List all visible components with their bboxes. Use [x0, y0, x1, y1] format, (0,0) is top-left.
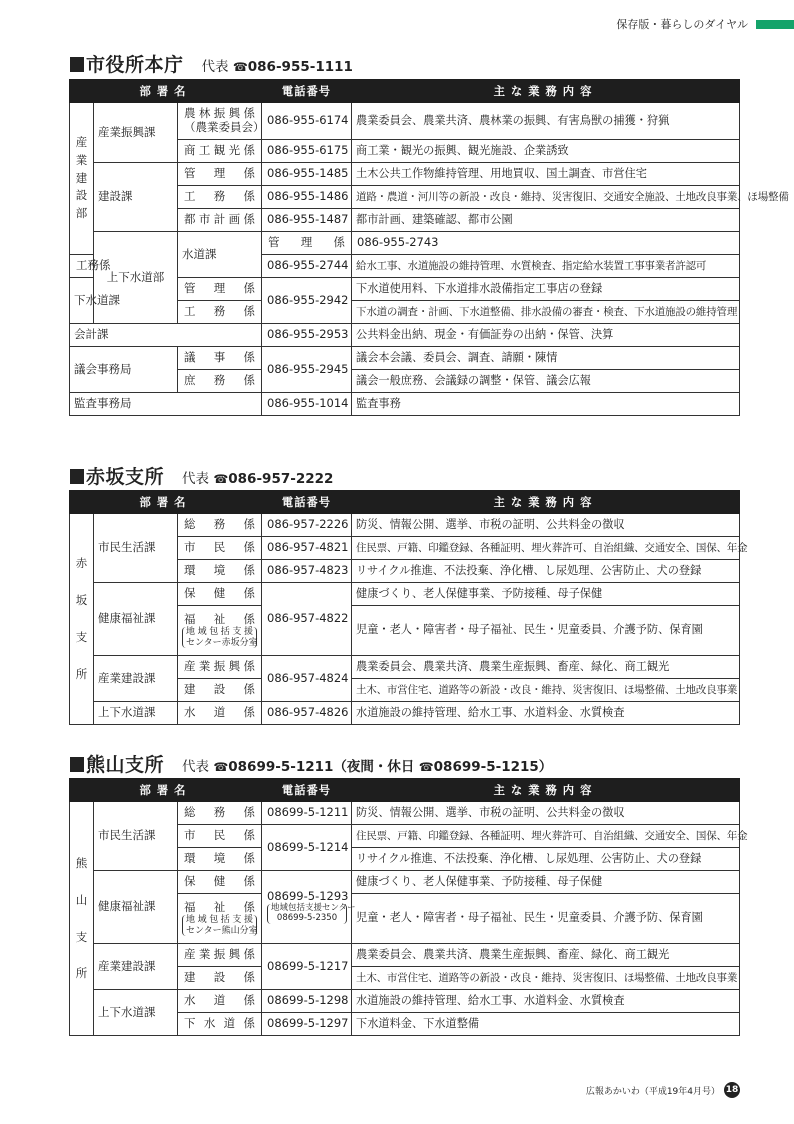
work-cell: 公共料金出納、現金・有価証券の出納・保管、決算	[352, 324, 740, 347]
section-cell: 市民係	[178, 537, 262, 560]
work-cell: 水道施設の維持管理、給水工事、水道料金、水質検査	[352, 990, 740, 1013]
tel-cell: 086-955-1487	[262, 209, 352, 232]
tel-cell: 086-955-2743	[352, 232, 740, 255]
work-cell: 農業委員会、農業共済、農業生産振興、畜産、緑化、商工観光	[352, 656, 740, 679]
work-cell: 住民票、戸籍、印鑑登録、各種証明、埋火葬許可、自治組織、交通安全、国保、年金	[352, 537, 740, 560]
tel-cell	[262, 871, 356, 944]
work-cell: 土木、市営住宅、道路等の新設・改良・維持、災害復旧、ほ場整備、土地改良事業	[352, 679, 740, 702]
work-cell: 防災、情報公開、選挙、市税の証明、公共料金の徴収	[352, 514, 740, 537]
representative-phone	[182, 467, 333, 487]
work-cell: 児童・老人・障害者・母子福祉、民生・児童委員、介護予防、保育園	[352, 606, 740, 656]
col-header-work: 主な業務内容	[352, 779, 740, 802]
rep-label: 代表	[182, 759, 210, 775]
work-cell: 下水道使用料、下水道排水設備指定工事店の登録	[352, 278, 740, 301]
phone-icon: ☎	[213, 760, 229, 774]
work-cell: 健康づくり、老人保健事業、予防接種、母子保健	[352, 871, 740, 894]
section-cell: 保健係	[178, 583, 262, 606]
note-line: センター熊山分室	[186, 925, 258, 936]
section-cell: 保健係	[178, 871, 262, 894]
tel-cell: 086-957-4823	[262, 560, 352, 583]
footer-text: 広報あかいわ（平成19年4月号）	[585, 1086, 720, 1097]
rep-extra: （夜間・休日	[333, 759, 415, 775]
work-cell: 商工業・観光の振興、観光施設、企業誘致	[352, 140, 740, 163]
dept-cell: 産業建設課	[94, 944, 178, 990]
dept-cell: 産業建設課	[94, 656, 178, 702]
section-title-honcho	[70, 50, 353, 74]
tel-cell: 086-955-6175	[262, 140, 352, 163]
dept-cell: 建設課	[94, 163, 178, 232]
tel-cell: 086-955-1014	[262, 393, 352, 416]
section-title-kumayama	[70, 750, 552, 774]
dept-cell: 上下水道課	[94, 702, 178, 725]
representative-phone	[202, 55, 353, 75]
page-header	[616, 14, 794, 34]
section-cell: 建設係	[178, 967, 262, 990]
col-header-dept: 部署名	[70, 491, 262, 514]
section-cell	[178, 103, 265, 140]
section-title: 市役所本庁	[70, 50, 184, 77]
section-title: 熊山支所	[70, 750, 164, 777]
section-cell: 水道係	[178, 990, 262, 1013]
header-accent-bar	[756, 20, 794, 29]
section-cell: 都市計画係	[178, 209, 262, 232]
tel-cell: 086-955-2945	[262, 347, 352, 393]
section-note	[182, 915, 257, 936]
phone-icon: ☎	[418, 760, 434, 774]
table-kumayama	[69, 778, 748, 1036]
work-cell: 給水工事、水道施設の維持管理、水質検査、指定給水装置工事事業者許認可	[352, 255, 740, 278]
tel-cell: 086-955-2953	[262, 324, 352, 347]
rep-tel: 086-957-2222	[228, 471, 334, 487]
group-kumayama: 熊山支所	[70, 802, 94, 1036]
dept-cell: 会計課	[70, 324, 262, 347]
work-cell: 防災、情報公開、選挙、市税の証明、公共料金の徴収	[352, 802, 740, 825]
dept-cell: 議会事務局	[70, 347, 178, 393]
section-title: 赤坂支所	[70, 462, 164, 489]
col-header-dept: 部署名	[70, 779, 262, 802]
page-number: 18	[724, 1082, 740, 1098]
col-header-work: 主な業務内容	[352, 491, 740, 514]
tel-cell: 08699-5-1298	[262, 990, 352, 1013]
tel-cell: 08699-5-1297	[262, 1013, 352, 1036]
section-cell: 工務係	[178, 186, 262, 209]
dept-cell: 健康福祉課	[94, 583, 178, 656]
section-cell: 環境係	[178, 848, 262, 871]
section-cell: 市民係	[178, 825, 262, 848]
section-cell: 水道係	[178, 702, 262, 725]
tel-cell: 086-957-2226	[262, 514, 352, 537]
work-cell: 住民票、戸籍、印鑑登録、各種証明、埋火葬許可、自治組織、交通安全、国保、年金	[352, 825, 740, 848]
work-cell: 農業委員会、農業共済、農林業の振興、有害鳥獣の捕獲・狩猟	[352, 103, 740, 140]
note-line: 地域包括支援センター	[271, 903, 356, 914]
rep-label: 代表	[182, 471, 210, 487]
col-header-tel: 電話番号	[262, 80, 352, 103]
section-cell: 管理係	[262, 232, 352, 255]
note-line: 地域包括支援	[186, 915, 254, 926]
tel-cell: 086-955-2942	[262, 278, 352, 324]
tel-cell: 086-957-4824	[262, 656, 352, 702]
work-cell: 土木、市営住宅、道路等の新設・改良・維持、災害復旧、ほ場整備、土地改良事業	[352, 967, 740, 990]
page-footer	[586, 1082, 740, 1098]
dept-cell: 水道課	[178, 232, 262, 278]
section-title-akasaka	[70, 462, 333, 486]
col-header-tel: 電話番号	[262, 491, 352, 514]
tel-cell: 086-957-4826	[262, 702, 352, 725]
group-sangyo-kensetsu: 産業建設部	[70, 103, 94, 255]
work-cell: 都市計画、建築確認、都市公園	[352, 209, 740, 232]
work-cell: 議会本会議、委員会、調査、請願・陳情	[352, 347, 740, 370]
section-cell: 産業振興係	[178, 944, 262, 967]
header-label: 保存版・暮らしのダイヤル	[616, 18, 748, 31]
work-cell: 監査事務	[352, 393, 740, 416]
dept-cell: 産業振興課	[94, 103, 178, 163]
rep-tel-night: 08699-5-1215	[433, 759, 539, 775]
dept-cell: 上下水道課	[94, 990, 178, 1036]
dept-cell: 健康福祉課	[94, 871, 178, 944]
tel-cell: 086-957-4821	[262, 537, 352, 560]
note-line: 08699-5-2350	[276, 913, 338, 924]
tel-cell: 08699-5-1217	[262, 944, 352, 990]
phone-icon: ☎	[232, 60, 248, 74]
rep-label: 代表	[201, 59, 229, 75]
section-name: 福祉係	[184, 612, 256, 627]
tel-cell: 086-955-1486	[262, 186, 352, 209]
rep-close: ）	[538, 759, 553, 775]
work-cell: リサイクル推進、不法投棄、浄化槽、し尿処理、公害防止、犬の登録	[352, 560, 740, 583]
dept-cell: 監査事務局	[70, 393, 262, 416]
work-cell: 水道施設の維持管理、給水工事、水道料金、水質検査	[352, 702, 740, 725]
rep-tel: 086-955-1111	[247, 59, 353, 75]
section-name: 農林振興係	[184, 106, 256, 121]
rep-tel: 08699-5-1211	[228, 759, 334, 775]
work-cell: 議会一般庶務、会議録の調整・保管、議会広報	[352, 370, 740, 393]
section-cell: 工務係	[178, 301, 262, 324]
section-cell	[178, 894, 262, 944]
tel-number: 08699-5-1293	[267, 889, 349, 904]
section-cell: 産業振興係	[178, 656, 262, 679]
table-akasaka	[69, 490, 748, 725]
section-cell: 議事係	[178, 347, 262, 370]
section-note: （農業委員会）	[184, 120, 265, 134]
dept-cell: 市民生活課	[94, 514, 178, 583]
representative-phone	[182, 755, 552, 775]
section-cell: 総務係	[178, 802, 262, 825]
tel-cell: 086-957-4822	[262, 583, 352, 656]
dept-cell: 市民生活課	[94, 802, 178, 871]
work-cell: 農業委員会、農業共済、農業生産振興、畜産、緑化、商工観光	[352, 944, 740, 967]
section-name: 福祉係	[184, 900, 256, 915]
section-cell: 庶務係	[178, 370, 262, 393]
section-cell: 管理係	[178, 163, 262, 186]
section-note	[182, 627, 257, 648]
phone-icon: ☎	[213, 472, 229, 486]
section-cell	[178, 606, 262, 656]
section-cell: 商工観光係	[178, 140, 262, 163]
work-cell: 下水道料金、下水道整備	[352, 1013, 740, 1036]
section-cell: 総務係	[178, 514, 262, 537]
work-cell: 健康づくり、老人保健事業、予防接種、母子保健	[352, 583, 740, 606]
work-cell: 道路・農道・河川等の新設・改良・維持、災害復旧、交通安全施設、土地改良事業、ほ場整備	[352, 186, 740, 209]
note-line: センター赤坂分室	[186, 637, 258, 648]
tel-cell: 086-955-6174	[262, 103, 352, 140]
tel-cell: 08699-5-1214	[262, 825, 352, 871]
section-cell: 下水道係	[178, 1013, 262, 1036]
note-line: 地域包括支援	[186, 627, 254, 638]
col-header-dept: 部署名	[70, 80, 262, 103]
work-cell: 下水道の調査・計画、下水道整備、排水設備の審査・検査、下水道施設の維持管理	[352, 301, 740, 324]
tel-cell: 086-955-2744	[262, 255, 352, 278]
work-cell: 土木公共工作物維持管理、用地買収、国土調査、市営住宅	[352, 163, 740, 186]
group-jogesuido: 上下水道部	[94, 232, 178, 324]
tel-cell: 086-955-1485	[262, 163, 352, 186]
section-cell: 工務係	[70, 255, 94, 278]
col-header-work: 主な業務内容	[352, 80, 740, 103]
table-honcho	[69, 79, 789, 416]
section-cell: 管理係	[178, 278, 262, 301]
work-cell: 児童・老人・障害者・母子福祉、民生・児童委員、介護予防、保育園	[352, 894, 740, 944]
tel-cell: 08699-5-1211	[262, 802, 352, 825]
col-header-tel: 電話番号	[262, 779, 352, 802]
section-cell: 建設係	[178, 679, 262, 702]
tel-note	[267, 903, 356, 924]
group-akasaka: 赤坂支所	[70, 514, 94, 725]
section-cell: 環境係	[178, 560, 262, 583]
work-cell: リサイクル推進、不法投棄、浄化槽、し尿処理、公害防止、犬の登録	[352, 848, 740, 871]
dept-cell: 下水道課	[70, 278, 94, 324]
